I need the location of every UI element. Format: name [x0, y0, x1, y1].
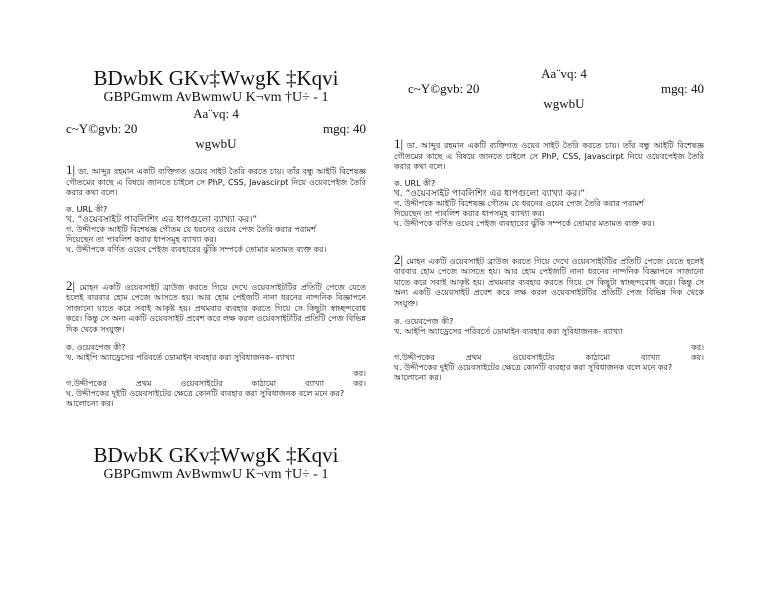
ga-word: কাঠামো — [251, 379, 277, 388]
section-label: wgwbU — [195, 136, 237, 151]
question-1 — [394, 136, 704, 173]
ga-word: গ.উদ্দীপকের — [394, 353, 435, 362]
sub-question-ga-line1: গ. উদ্দীপকে আইটি বিশেষজ্ঞ গৌতম যে ধরনের ওয়েব পেজ তৈরি করার পরামর্শ — [394, 198, 644, 208]
question-number: 2| — [66, 277, 76, 293]
sub-question-gha: ঘ. উদ্দীপকের দুইটি ওয়েবসাইটের ক্ষেত্রে কোনটি ব্যবহার করা সুবিধাজনক বলে মনে কর? আলোচনা কর। — [394, 363, 673, 382]
question-2 — [66, 277, 367, 336]
exam-subtitle: GBPGmwm AvBwmwU K¬vm †U÷ - 1 — [103, 90, 329, 105]
sub-question-gha: ঘ. উদ্দীপকে বর্ণিত ওয়েব পেইজ ব্যবহারের ঝুঁকি সম্পর্কে তোমার মতামত ব্যক্ত কর। — [66, 244, 327, 254]
ga-word: ব্যাখ্যা — [305, 379, 325, 388]
section-label: wgwbU — [543, 96, 585, 111]
footer-exam-subtitle: GBPGmwm AvBwmwU K¬vm †U÷ - 1 — [103, 467, 329, 482]
question-1 — [66, 162, 366, 199]
right-column — [394, 66, 704, 383]
ga-word: কাঠামো — [585, 353, 611, 362]
question-stem: ডা. আব্দুর রহমান একটি ব্যক্তিগত ওয়েব সাইট তৈরি করতে চায়। তাঁর বন্ধু আইটি বিশেষজ্ঞ গৌতমের কাছে এ বিষয়ে জানতে চাইলে সে PhP, CSS, Javascirpt নিয়ে ওয়েবপেইজ তৈরি করার কথা বলে। — [394, 141, 704, 171]
time-label: mgq: 40 — [661, 81, 704, 96]
ga-word: কর। — [353, 379, 366, 388]
full-marks: c~Y©gvb: 20 — [66, 121, 138, 136]
chapter-label: Aa¨vq: 4 — [541, 66, 587, 81]
sub-question-ka: ক. URL কী? — [394, 178, 436, 188]
question-stem: মোহন একটি ওয়েবসাইট ব্রাউজ করতে গিয়ে দেখে ওয়েবসাইটটির প্রতিটি পেজে যেতে হলেই বারবার হোম পেজে আসতে হয়। আর হোম পেইজটি নানা ধরনের নান্দনিক বিজ্ঞাপনে সাজানো যাতে করে সবাই আকৃষ্ট হয়। প্রথমবার ব্যবহার করতে গিয়ে সে কিছুটা স্বাচ্ছন্দবোধ করে। কিন্তু সে অন্য একটি ওয়েবসাইট প্রবেশ করে লক্ষ করল ওয়েবসাইটটির প্রতিটি পেজ বিভিন্ন দিক থেকে সংযুক্ত। — [394, 256, 705, 308]
left-column — [66, 66, 366, 483]
question-stem: মোহন একটি ওয়েবসাইট ব্রাউজ করতে গিয়ে দেখে ওয়েবসাইটটির প্রতিটি পেজে যেতে হলেই বারবার হোম পেজে আসতে হয়। আর হোম পেইজটি নানা ধরনের নান্দনিক বিজ্ঞাপনে সাজানো যাতে করে সবাই আকৃষ্ট হয়। প্রথমবার ব্যবহার করতে গিয়ে সে কিছুটা স্বাচ্ছন্দবোধ করে। কিন্তু সে অন্য একটি ওয়েবসাইট প্রবেশ করে লক্ষ করল ওয়েবসাইটটির প্রতিটি পেজ বিভিন্ন দিক থেকে সংযুক্ত। — [66, 282, 367, 334]
question-stem: ডা. আব্দুর রহমান একটি ব্যক্তিগত ওয়েব সাইট তৈরি করতে চায়। তাঁর বন্ধু আইটি বিশেষজ্ঞ গৌতমের কাছে এ বিষয়ে জানতে চাইলে সে PhP, CSS, Javascirpt নিয়ে ওয়েবপেইজ তৈরি করার কথা বলে। — [66, 167, 366, 197]
sub-question-ga-line1: গ. উদ্দীপকে আইটি বিশেষজ্ঞ গৌতম যে ধরনের ওয়েব পেজ তৈরি করার পরামর্শ — [66, 224, 316, 234]
sub-question-ga — [394, 353, 704, 363]
sub-question-kha: খ. আইপি অ্যাড্রেসের পরিবর্তে ডোমাইন ব্যবহার করা সুবিধাজনক- ব্যাখ্যা — [394, 327, 623, 336]
question-number: 1| — [66, 162, 76, 177]
ga-word: ওয়েবসাইটের — [512, 353, 555, 362]
sub-question-kha: খ. “ওয়েবসাইট পাবলিশিং এর ধাপগুলো ব্যাখ্যা কর।” — [394, 188, 586, 199]
ga-word: ওয়েবসাইটের — [180, 379, 223, 388]
sub-question-ga-line2: দিয়েছেন তা পাবলিশ করার ধাপসমূহ ব্যাখ্যা কর। — [394, 208, 545, 218]
full-marks: c~Y©gvb: 20 — [408, 81, 480, 96]
chapter-label: Aa¨vq: 4 — [193, 106, 239, 121]
sub-question-gha: ঘ. উদ্দীপকে বর্ণিত ওয়েব পেইজ ব্যবহারের ঝুঁকি সম্পর্কে তোমার মতামত ব্যক্ত কর। — [394, 218, 655, 228]
sub-question-kha: খ. আইপি অ্যাড্রেসের পরিবর্তে ডোমাইন ব্যবহার করা সুবিধাজনক- ব্যাখ্যা — [66, 353, 295, 362]
ga-word: কর। — [691, 353, 704, 362]
sub-question-ka: ক. URL কী? — [66, 204, 108, 214]
sub-question-ka: ক. ওয়েবপেজ কী? — [66, 343, 126, 352]
question-number: 2| — [394, 251, 404, 267]
ga-word: প্রথম — [135, 379, 152, 388]
ga-word: ব্যাখ্যা — [641, 353, 661, 362]
sub-question-kha-end: কর। — [353, 369, 366, 378]
footer-school-title: BDwbK GKv‡WwgK ‡Kqvi — [93, 443, 339, 467]
sub-question-ka: ক. ওয়েবপেজ কী? — [394, 317, 454, 326]
sub-question-ga — [66, 379, 366, 389]
sub-question-ga-line2: দিয়েছেন তা পাবলিশ করার ধাপসমূহ ব্যাখ্যা কর। — [66, 234, 217, 244]
meta-row — [394, 81, 704, 96]
question-2 — [394, 251, 705, 310]
sub-question-kha: খ. “ওয়েবসাইট পাবলিশিং এর ধাপগুলো ব্যাখ্যা কর।” — [66, 214, 258, 225]
question-number: 1| — [394, 136, 404, 151]
ga-word: গ.উদ্দীপকের — [66, 379, 107, 388]
school-title: BDwbK GKv‡WwgK ‡Kqvi — [93, 66, 339, 90]
sub-question-kha-end: কর। — [691, 343, 704, 352]
ga-word: প্রথম — [465, 353, 482, 362]
meta-row — [66, 121, 366, 136]
time-label: mgq: 40 — [323, 121, 366, 136]
sub-question-gha: ঘ. উদ্দীপকের দুইটি ওয়েবসাইটের ক্ষেত্রে কোনটি ব্যবহার করা সুবিধাজনক বলে মনে কর? আলোচনা কর। — [66, 389, 345, 408]
